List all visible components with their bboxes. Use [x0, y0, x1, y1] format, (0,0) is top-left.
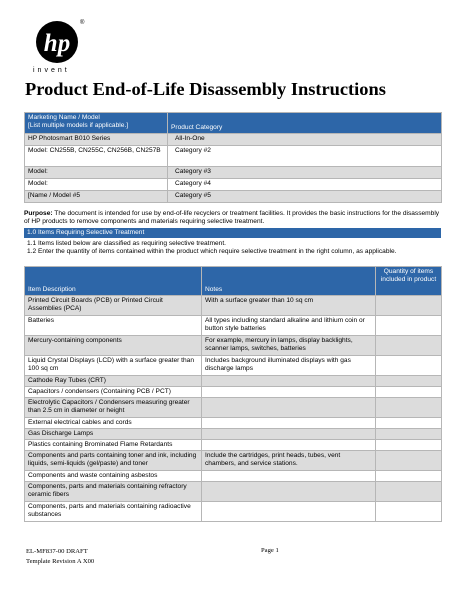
item-notes	[202, 502, 376, 522]
item-quantity[interactable]	[376, 356, 442, 376]
model-name: Model:	[25, 167, 168, 179]
header-product-category: Product Category	[168, 113, 442, 134]
table-row	[25, 387, 442, 398]
item-description: Components and waste containing asbestos	[25, 471, 202, 482]
table-row	[25, 134, 442, 146]
table-row	[25, 316, 442, 336]
item-description: Batteries	[25, 316, 202, 336]
item-quantity[interactable]	[376, 502, 442, 522]
footer-doc-info	[26, 547, 94, 567]
item-description: Plastics containing Brominated Flame Retardants	[25, 440, 202, 451]
hp-logo-mark	[35, 20, 79, 64]
table-row	[25, 502, 442, 522]
footer-page-number: Page 1	[261, 547, 279, 554]
item-notes	[202, 429, 376, 440]
item-quantity[interactable]	[376, 418, 442, 429]
footer-template-revision: Template Revision A X00	[26, 558, 95, 565]
table-row	[25, 356, 442, 376]
item-notes	[202, 387, 376, 398]
table-row	[25, 451, 442, 471]
item-description: Components, parts and materials containing refractory ceramic fibers	[25, 482, 202, 502]
models-table	[24, 112, 442, 203]
table-row	[25, 146, 442, 167]
table-row	[25, 471, 442, 482]
model-category: Category #2	[168, 146, 442, 167]
header-notes: Notes	[202, 267, 376, 296]
instruction-1-2: 1.2 Enter the quantity of items contained within the product which require selective treatment in the right column, as applicable.	[27, 248, 397, 255]
item-notes: Includes background illuminated displays with gas discharge lamps	[202, 356, 376, 376]
model-category: Category #4	[168, 179, 442, 191]
item-description: Electrolytic Capacitors / Condensers measuring greater than 2.5 cm in diameter or height	[25, 398, 202, 418]
item-quantity[interactable]	[376, 440, 442, 451]
purpose-label: Purpose:	[24, 210, 53, 217]
item-quantity[interactable]	[376, 296, 442, 316]
table-row	[25, 440, 442, 451]
table-row	[25, 482, 442, 502]
instruction-1-1: 1.1 Items listed below are classified as requiring selective treatment.	[27, 240, 227, 247]
item-notes: For example, mercury in lamps, display backlights, scanner lamps, switches, batteries	[202, 336, 376, 356]
table-row	[25, 167, 442, 179]
item-description: Printed Circuit Boards (PCB) or Printed Circuit Assemblies (PCA)	[25, 296, 202, 316]
item-notes	[202, 376, 376, 387]
model-name: Model:	[25, 179, 168, 191]
model-name: Model: CN255B, CN255C, CN256B, CN257B	[25, 146, 168, 167]
model-category: Category #3	[168, 167, 442, 179]
page-title: Product End-of-Life Disassembly Instructions	[25, 79, 386, 99]
model-name: HP Photosmart B010 Series	[25, 134, 168, 146]
item-quantity[interactable]	[376, 482, 442, 502]
footer-doc-id: EL-MF837-00 DRAFT	[26, 548, 88, 555]
table-row	[25, 398, 442, 418]
item-description: Capacitors / condensers (Containing PCB / PCT)	[25, 387, 202, 398]
item-notes	[202, 440, 376, 451]
header-item-description: Item Description	[25, 267, 202, 296]
item-description: Gas Discharge Lamps	[25, 429, 202, 440]
item-quantity[interactable]	[376, 336, 442, 356]
registered-mark: ®	[80, 20, 85, 26]
header-marketing-name: Marketing Name / Model [List multiple models if applicable.]	[25, 113, 168, 134]
item-notes	[202, 398, 376, 418]
model-category: All-In-One	[168, 134, 442, 146]
section-heading: 1.0 Items Requiring Selective Treatment	[24, 228, 441, 238]
table-row	[25, 418, 442, 429]
item-description: Cathode Ray Tubes (CRT)	[25, 376, 202, 387]
table-row	[25, 429, 442, 440]
purpose-text: The document is intended for use by end-of-life recyclers or treatment facilities. It provides the basic instructions for the disassembly of HP products to remove components and materials requiring selective treatment.	[24, 210, 440, 225]
table-row	[25, 336, 442, 356]
item-description: External electrical cables and cords	[25, 418, 202, 429]
purpose-paragraph	[24, 210, 442, 226]
items-table-header	[25, 267, 442, 296]
table-row	[25, 296, 442, 316]
table-row	[25, 376, 442, 387]
item-quantity[interactable]	[376, 376, 442, 387]
models-table-header	[25, 113, 442, 134]
item-notes	[202, 418, 376, 429]
selective-treatment-table	[24, 266, 442, 522]
table-row	[25, 179, 442, 191]
item-notes: Include the cartridges, print heads, tubes, vent chambers, and service stations.	[202, 451, 376, 471]
item-quantity[interactable]	[376, 316, 442, 336]
item-description: Components, parts and materials containing radioactive substances	[25, 502, 202, 522]
hp-logo	[30, 20, 90, 74]
model-name: [Name / Model #5	[25, 191, 168, 203]
item-quantity[interactable]	[376, 387, 442, 398]
item-quantity[interactable]	[376, 398, 442, 418]
item-notes	[202, 471, 376, 482]
section-intro	[27, 240, 442, 256]
item-notes	[202, 482, 376, 502]
item-notes: With a surface greater than 10 sq cm	[202, 296, 376, 316]
item-quantity[interactable]	[376, 429, 442, 440]
item-quantity[interactable]	[376, 471, 442, 482]
header-quantity: Quantity of items included in product	[376, 267, 442, 296]
items-table-body	[25, 296, 442, 522]
table-row	[25, 191, 442, 203]
item-notes: All types including standard alkaline and lithium coin or button style batteries	[202, 316, 376, 336]
item-description: Components and parts containing toner and ink, including liquids, semi-liquids (gel/paste) and toner	[25, 451, 202, 471]
svg-text:hp: hp	[43, 30, 71, 57]
item-description: Liquid Crystal Displays (LCD) with a surface greater than 100 sq cm	[25, 356, 202, 376]
model-category: Category #5	[168, 191, 442, 203]
item-description: Mercury-containing components	[25, 336, 202, 356]
item-quantity[interactable]	[376, 451, 442, 471]
logo-tagline: invent	[33, 67, 70, 74]
